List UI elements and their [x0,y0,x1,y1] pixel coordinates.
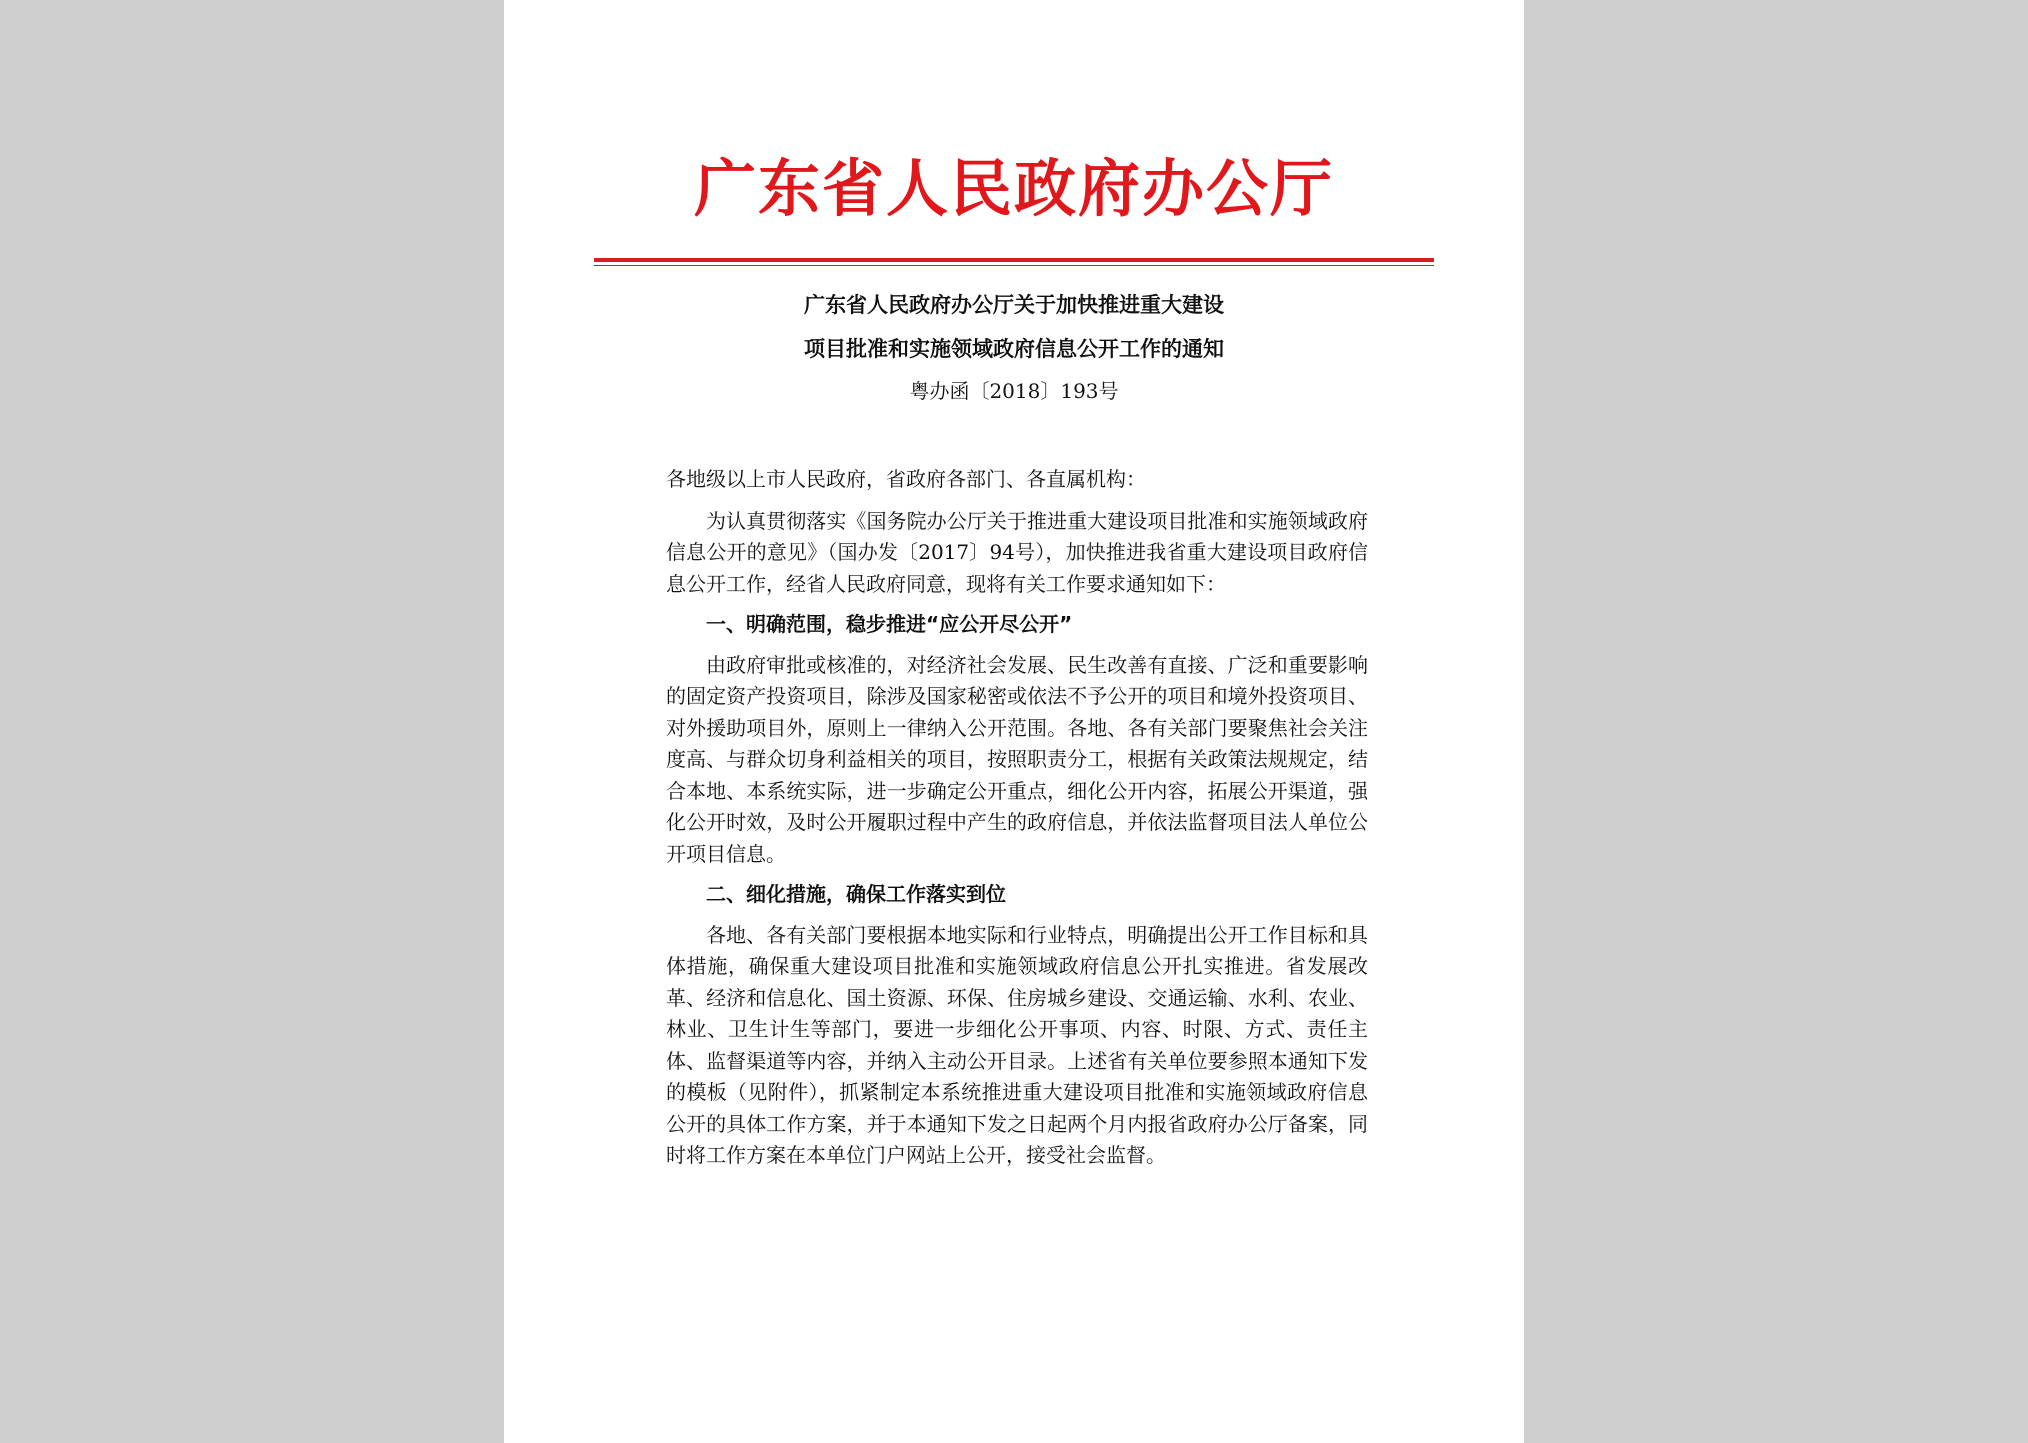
addressee: 各地级以上市人民政府，省政府各部门、各直属机构： [666,467,1146,491]
paragraph-intro: 为认真贯彻落实《国务院办公厅关于推进重大建设项目批准和实施领域政府信息公开的意见》（国办发〔2017〕94号），加快推进我省重大建设项目政府信息公开工作，经省人民政府同意，现将有关工作要求通知如下： [666,508,1368,596]
section-heading-2: 二、细化措施，确保工作落实到位 [706,882,1006,906]
document-body [666,464,1368,1172]
paragraph-section-2: 各地、各有关部门要根据本地实际和行业特点，明确提出公开工作目标和具体措施，确保重大建设项目批准和实施领域政府信息公开扎实推进。省发展改革、经济和信息化、国土资源、环保、住房城乡建设、交通运输、水利、农业、林业、卫生计生等部门，要进一步细化公开事项、内容、时限、方式、责任主体、监督渠道等内容，并纳入主动公开目录。上述省有关单位要参照本通知下发的模板（见附件），抓紧制定本系统推进重大建设项目批准和实施领域政府信息公开的具体工作方案，并于本通知下发之日起两个月内报省政府办公厅备案，同时将工作方案在本单位门户网站上公开，接受社会监督。 [666,922,1368,1167]
section-heading-1: 一、明确范围，稳步推进“应公开尽公开” [706,612,1073,636]
document-title-line-1: 广东省人民政府办公厅关于加快推进重大建设 [804,293,1224,317]
red-separator-line-thin [594,265,1434,266]
red-separator-line [594,258,1434,262]
document-number: 粤办函〔2018〕193号 [909,379,1119,403]
document-title-line-2: 项目批准和实施领域政府信息公开工作的通知 [804,337,1224,361]
paragraph-section-1: 由政府审批或核准的，对经济社会发展、民生改善有直接、广泛和重要影响的固定资产投资项目，除涉及国家秘密或依法不予公开的项目和境外投资项目、对外援助项目外，原则上一律纳入公开范围。各地、各有关部门要聚焦社会关注度高、与群众切身利益相关的项目，按照职责分工，根据有关政策法规规定，结合本地、本系统实际，进一步确定公开重点，细化公开内容，拓展公开渠道，强化公开时效，及时公开履职过程中产生的政府信息，并依法监督项目法人单位公开项目信息。 [666,652,1368,866]
issuer-masthead: 广东省人民政府办公厅 [693,152,1334,225]
document-page [504,0,1524,1443]
